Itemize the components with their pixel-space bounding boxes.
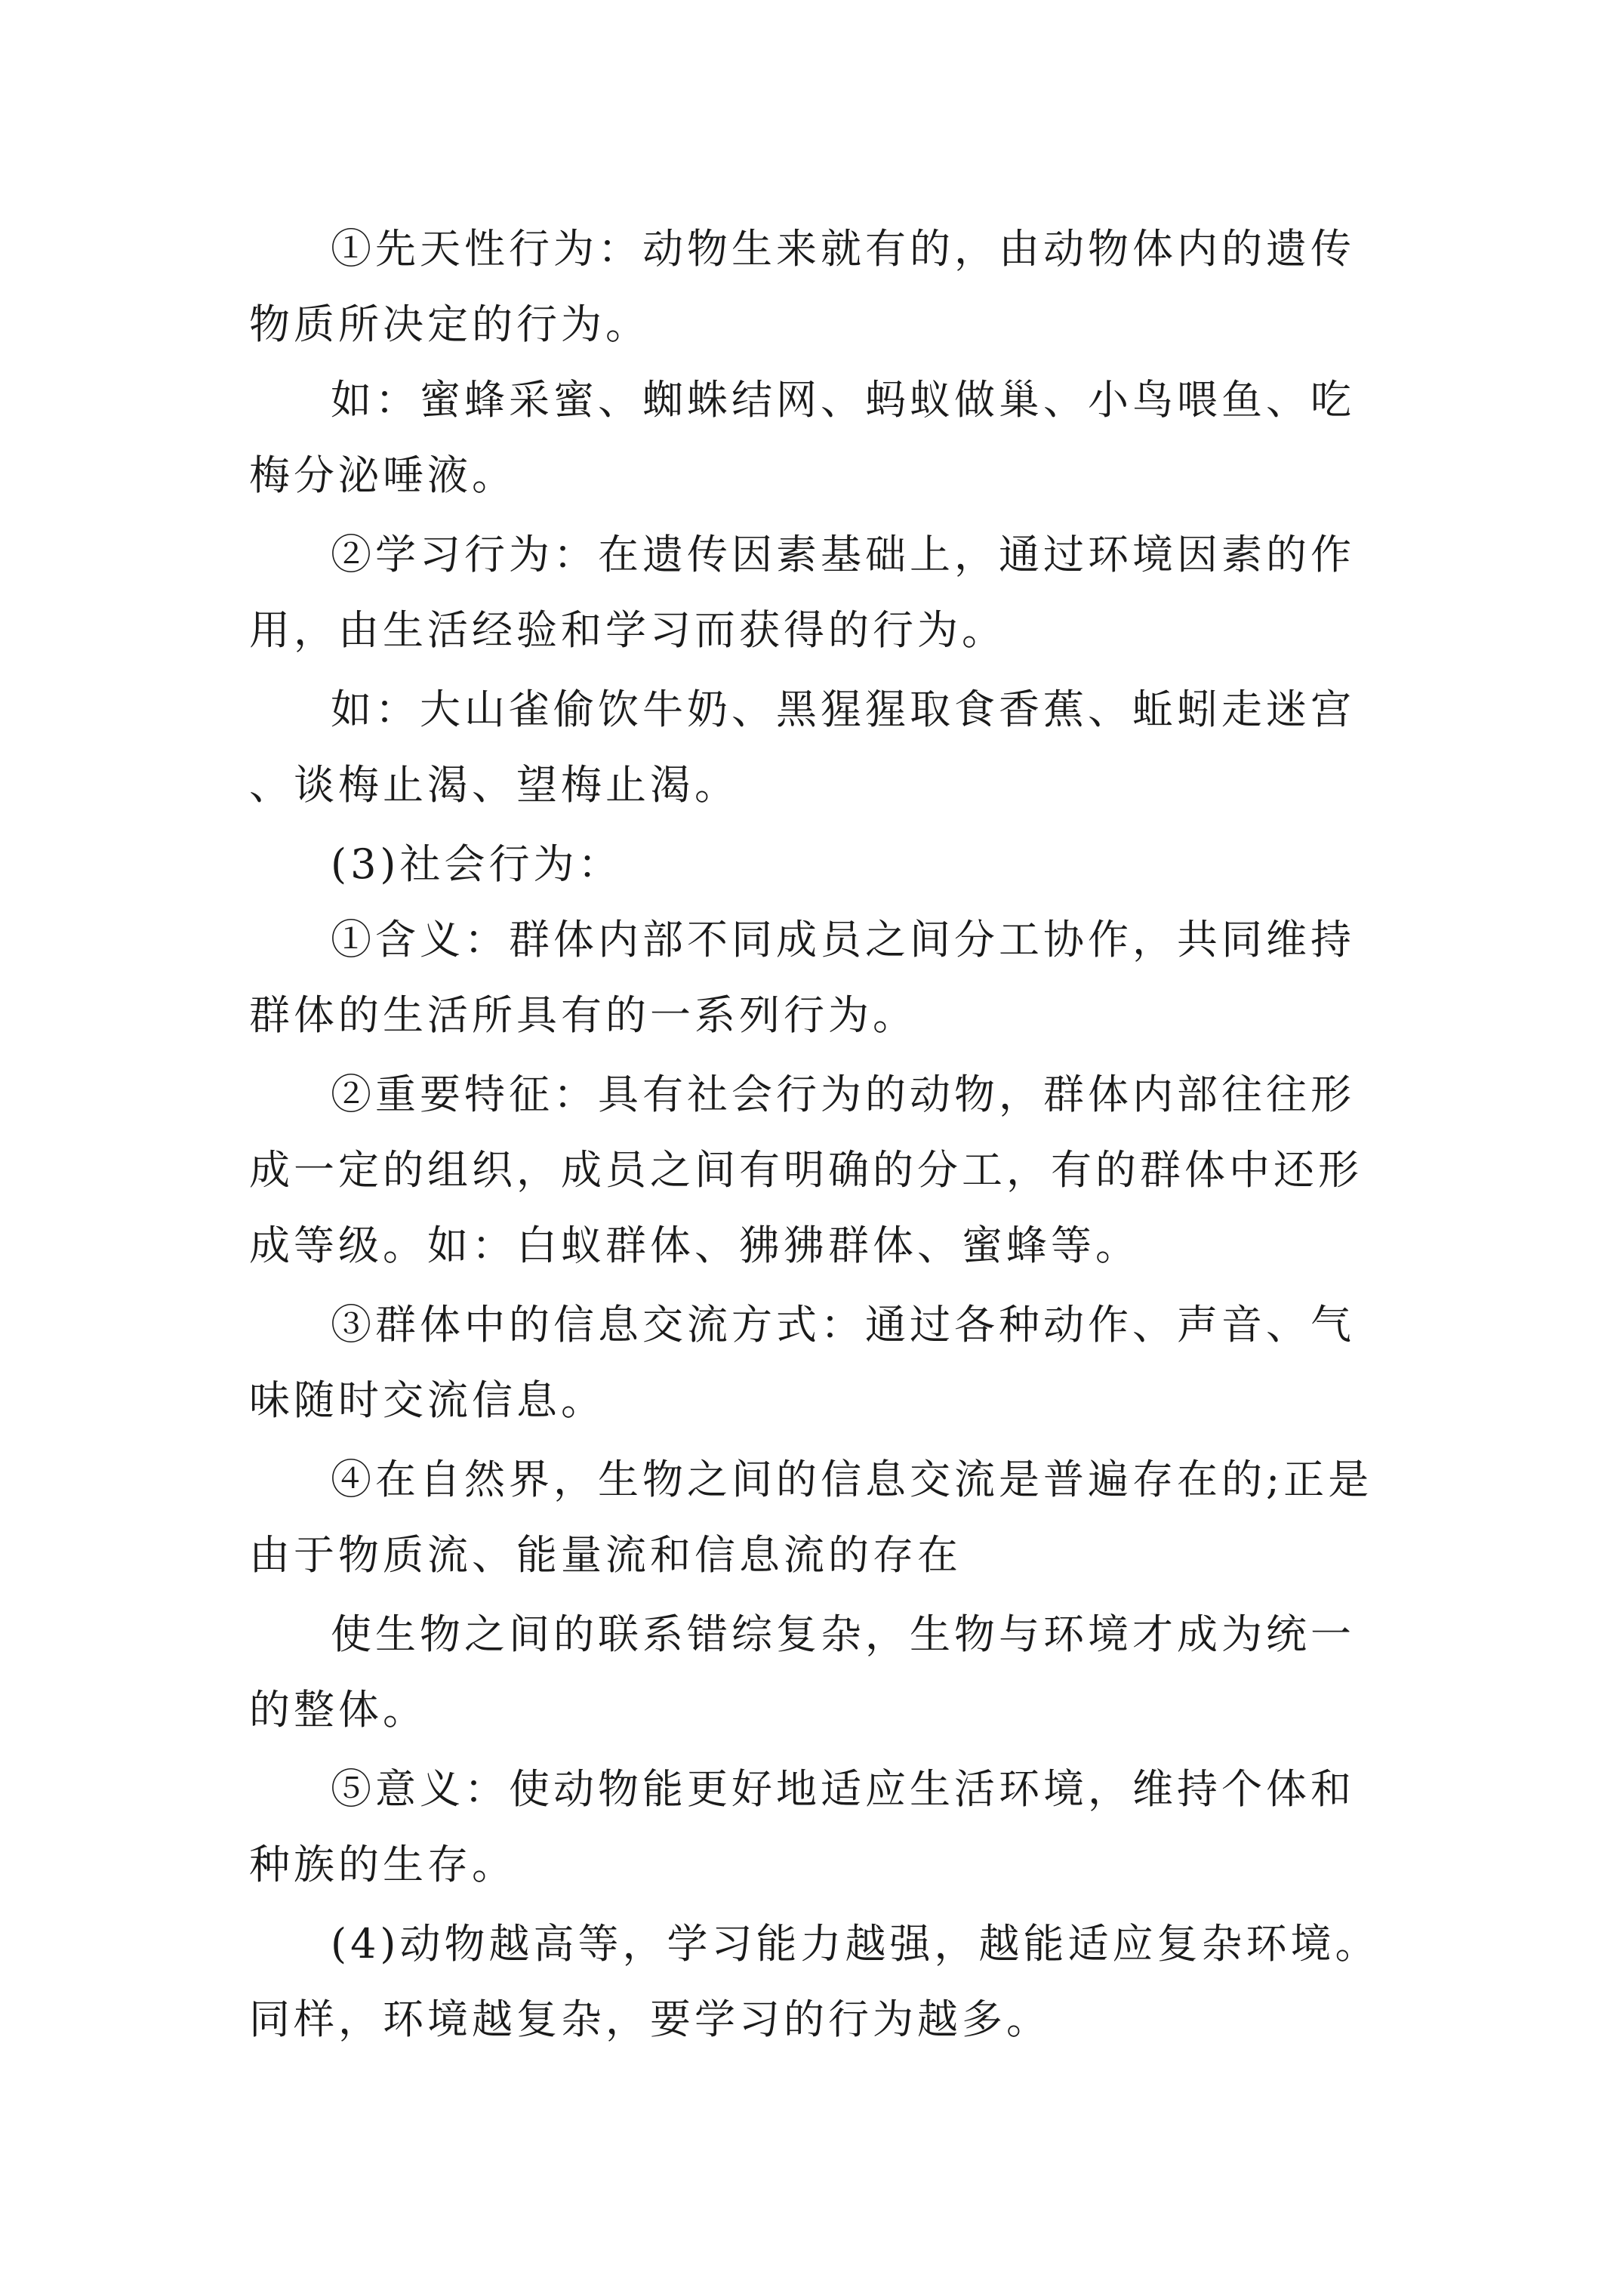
- paragraph-learned-examples: 如：大山雀偷饮牛奶、黑猩猩取食香蕉、蚯蚓走迷宫、谈梅止渴、望梅止渴。: [249, 686, 1355, 809]
- paragraph-learned-behavior: ②学习行为：在遗传因素基础上，通过环境因素的作用，由生活经验和学习而获得的行为。: [249, 531, 1355, 654]
- paragraph-social-definition: ①含义：群体内部不同成员之间分工协作，共同维持群体的生活所具有的一系列行为。: [249, 916, 1355, 1039]
- paragraph-communication-methods: ③群体中的信息交流方式：通过各种动作、声音、气味随时交流信息。: [249, 1301, 1355, 1424]
- paragraph-innate-behavior: ①先天性行为：动物生来就有的，由动物体内的遗传物质所决定的行为。: [249, 225, 1355, 348]
- section-heading-social-behavior: (3)社会行为：: [331, 840, 623, 888]
- paragraph-social-features: ②重要特征：具有社会行为的动物，群体内部往往形成一定的组织，成员之间有明确的分工，有的群体中还形成等级。如：白蚁群体、狒狒群体、蜜蜂等。: [249, 1071, 1363, 1269]
- paragraph-innate-examples: 如：蜜蜂采蜜、蜘蛛结网、蚂蚁做巢、小鸟喂鱼、吃梅分泌唾液。: [249, 376, 1355, 499]
- paragraph-information-exchange: ④在自然界，生物之间的信息交流是普遍存在的;正是由于物质流、能量流和信息流的存在: [249, 1456, 1373, 1579]
- paragraph-significance: ⑤意义：使动物能更好地适应生活环境，维持个体和种族的生存。: [249, 1765, 1355, 1888]
- paragraph-higher-animals: (4)动物越高等，学习能力越强，越能适应复杂环境。同样，环境越复杂，要学习的行为越多。: [249, 1920, 1380, 2043]
- paragraph-unified-whole: 使生物之间的联系错综复杂，生物与环境才成为统一的整体。: [249, 1610, 1355, 1734]
